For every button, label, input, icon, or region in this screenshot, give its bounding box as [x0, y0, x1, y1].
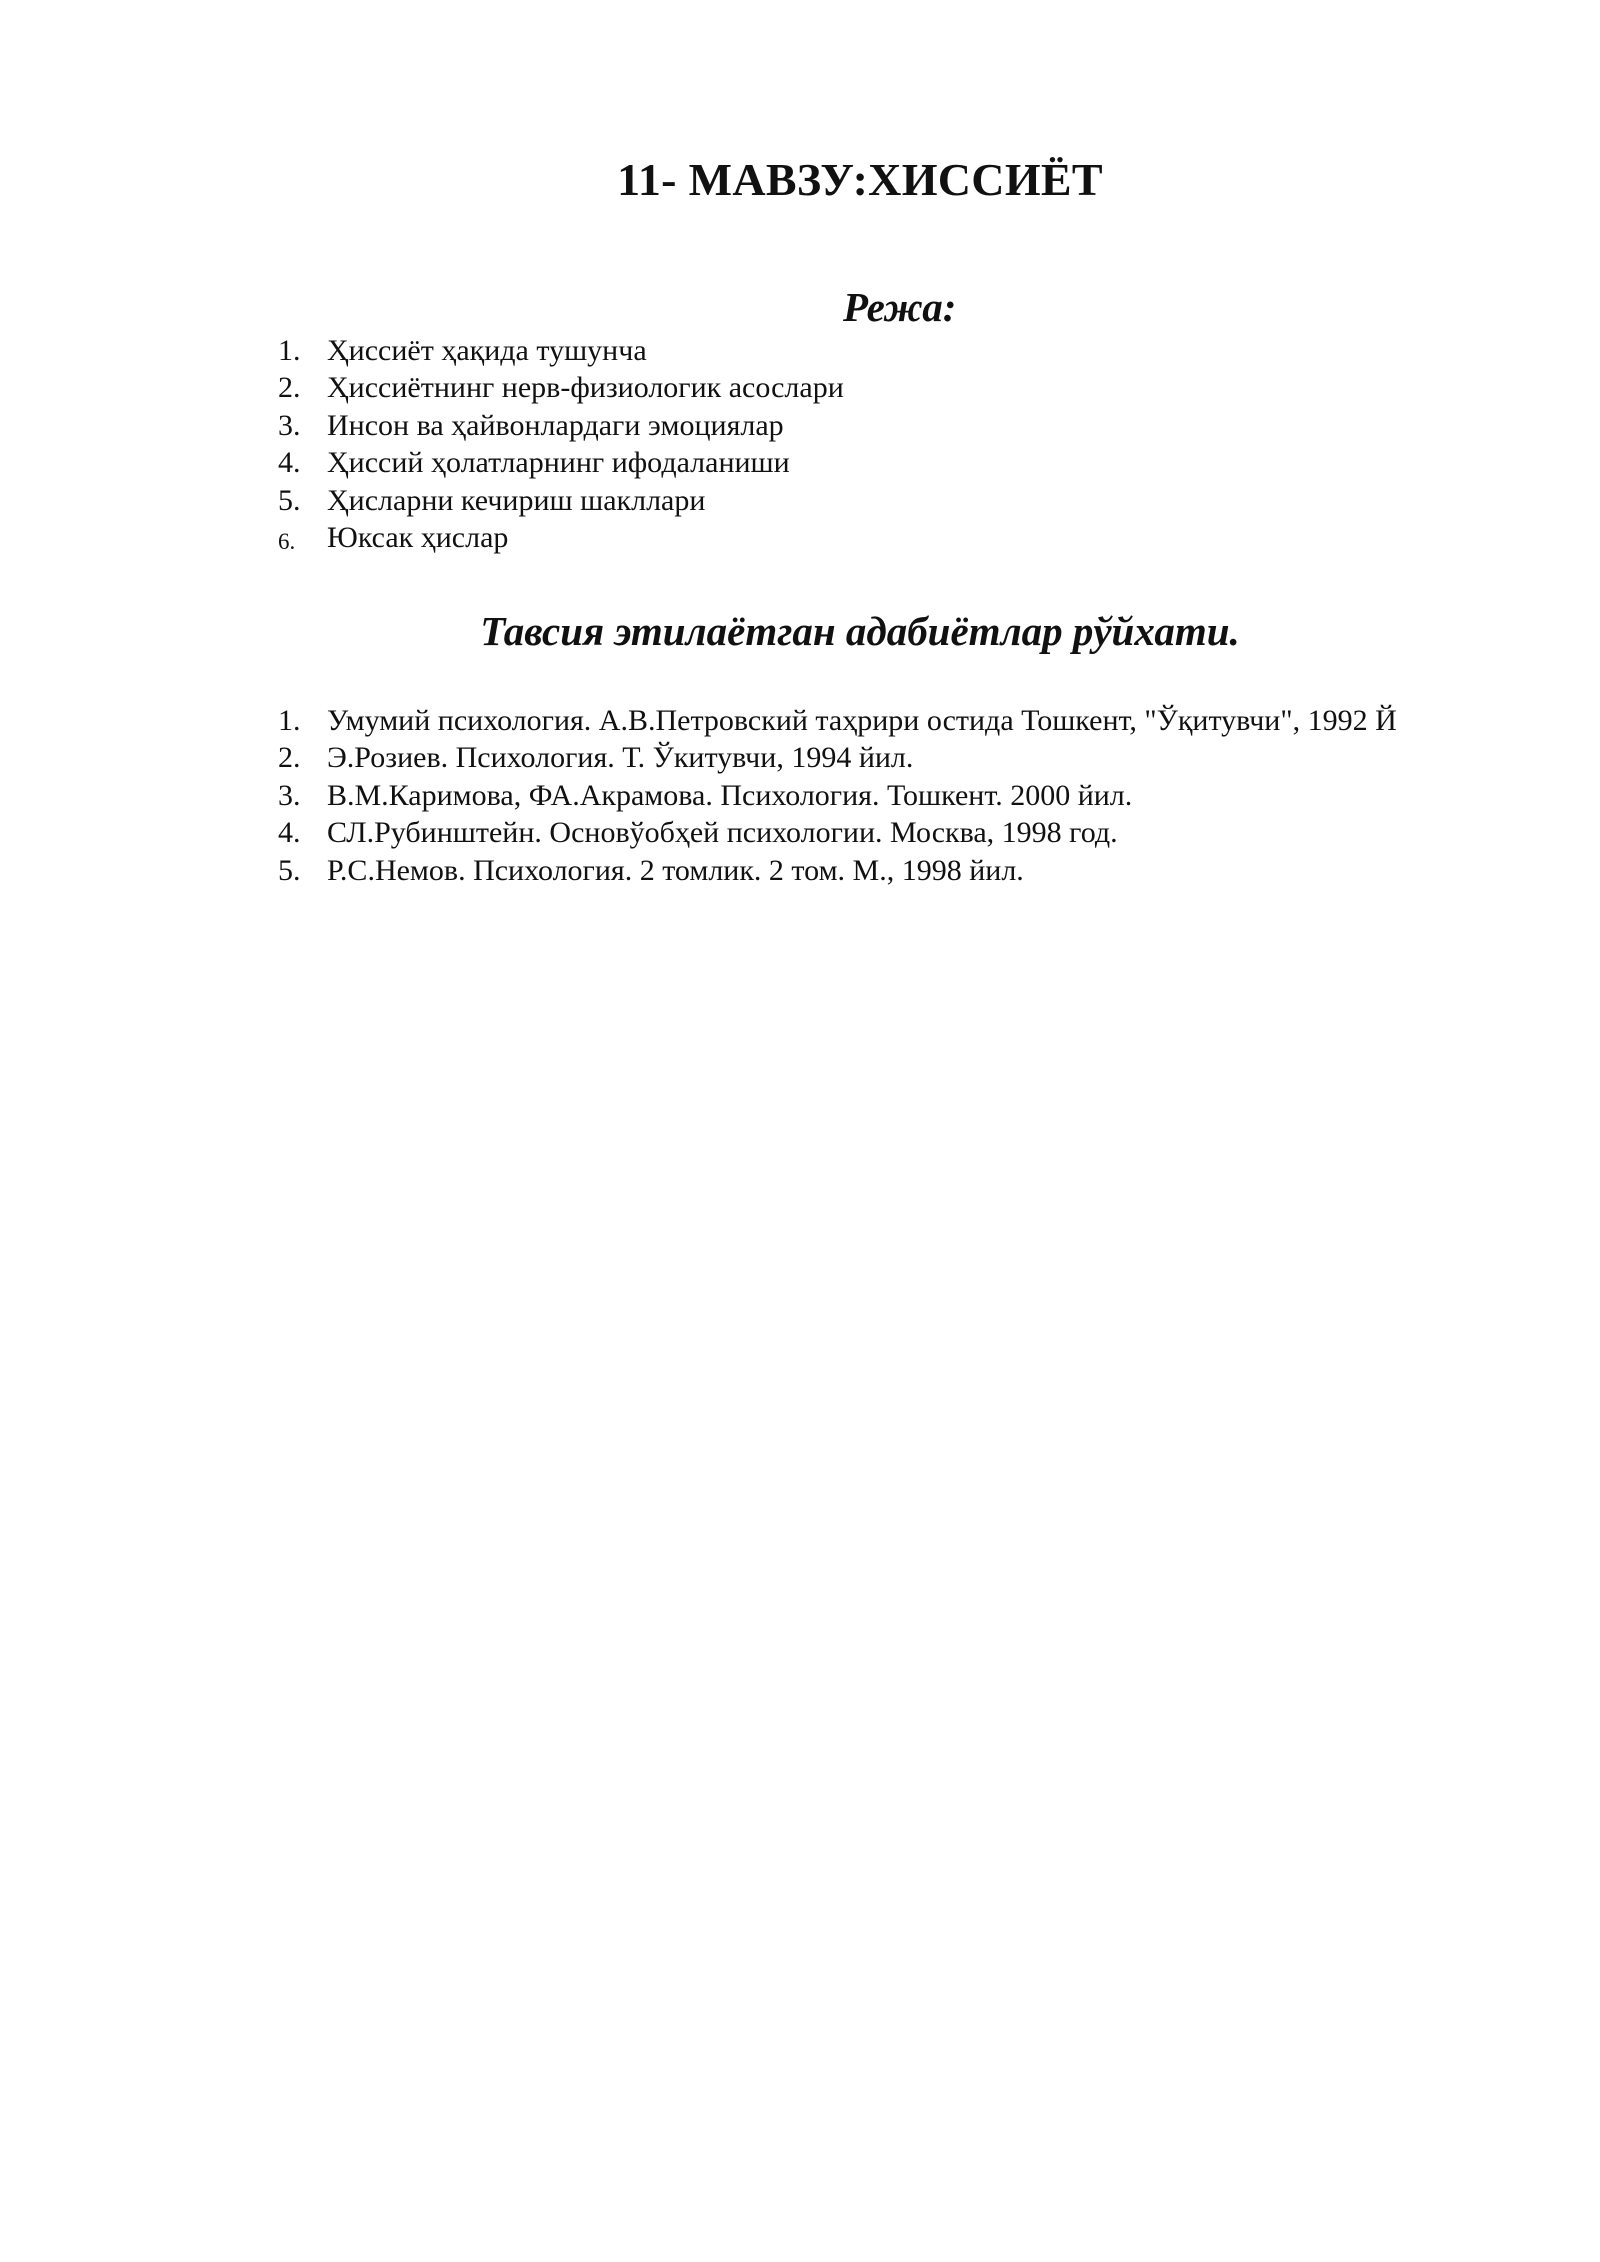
- plan-item-text: Инсон ва ҳайвонлардаги эмоциялар: [327, 408, 784, 442]
- plan-item-text: Ҳиссиёт ҳақида тушунча: [327, 334, 647, 367]
- literature-list: [0, 702, 1467, 889]
- literature-item: [0, 852, 1467, 889]
- literature-item-text: СЛ.Рубинштейн. Основўобҳей психологии. Москва, 1998 год.: [327, 816, 1118, 850]
- literature-item: [0, 702, 1467, 739]
- literature-item-text: Р.С.Немов. Психология. 2 томлик. 2 том. М., 1998 йил.: [327, 853, 1024, 887]
- plan-item-number: 2.: [278, 371, 301, 405]
- plan-item-number: 4.: [278, 446, 301, 480]
- literature-item-text: В.М.Каримова, ФА.Акрамова. Психология. Тошкент. 2000 йил.: [327, 778, 1133, 812]
- plan-item-text: Юксак ҳислар: [327, 521, 509, 555]
- plan-heading: Режа:: [843, 284, 957, 330]
- literature-item-number: 1.: [278, 704, 301, 737]
- literature-item-number: 3.: [278, 778, 301, 812]
- literature-heading: Тавсия этилаётган адабиётлар рўйхати.: [480, 608, 1240, 654]
- plan-list: [0, 332, 1467, 556]
- plan-item-number: 3.: [278, 408, 301, 442]
- literature-item-number: 4.: [278, 816, 301, 850]
- plan-item: [0, 482, 1467, 519]
- plan-item-number: 6.: [278, 529, 296, 555]
- plan-item-number: 5.: [278, 483, 301, 517]
- literature-item-number: 2.: [278, 741, 301, 775]
- plan-item: [0, 519, 1467, 556]
- plan-item-number: 1.: [278, 334, 301, 367]
- plan-item-text: Ҳиссиётнинг нерв-физиологик асослари: [327, 371, 844, 405]
- plan-item-text: Ҳиссий ҳолатларнинг ифодаланиши: [327, 446, 790, 480]
- plan-item: [0, 407, 1467, 444]
- literature-item: [0, 814, 1467, 851]
- plan-item: [0, 332, 1467, 369]
- literature-item: [0, 739, 1467, 776]
- plan-item: [0, 369, 1467, 406]
- literature-item-text: Умумий психология. А.В.Петровский таҳрири остида Тошкент, "Ўқитувчи", 1992 Й: [327, 704, 1397, 737]
- literature-item-text: Э.Розиев. Психология. Т. Ўкитувчи, 1994 йил.: [327, 741, 914, 775]
- plan-item-text: Ҳисларни кечириш шакллари: [327, 483, 706, 517]
- literature-item: [0, 777, 1467, 814]
- page-title: 11- МАВЗУ:ХИССИЁТ: [617, 154, 1103, 205]
- literature-item-number: 5.: [278, 853, 301, 887]
- plan-item: [0, 444, 1467, 481]
